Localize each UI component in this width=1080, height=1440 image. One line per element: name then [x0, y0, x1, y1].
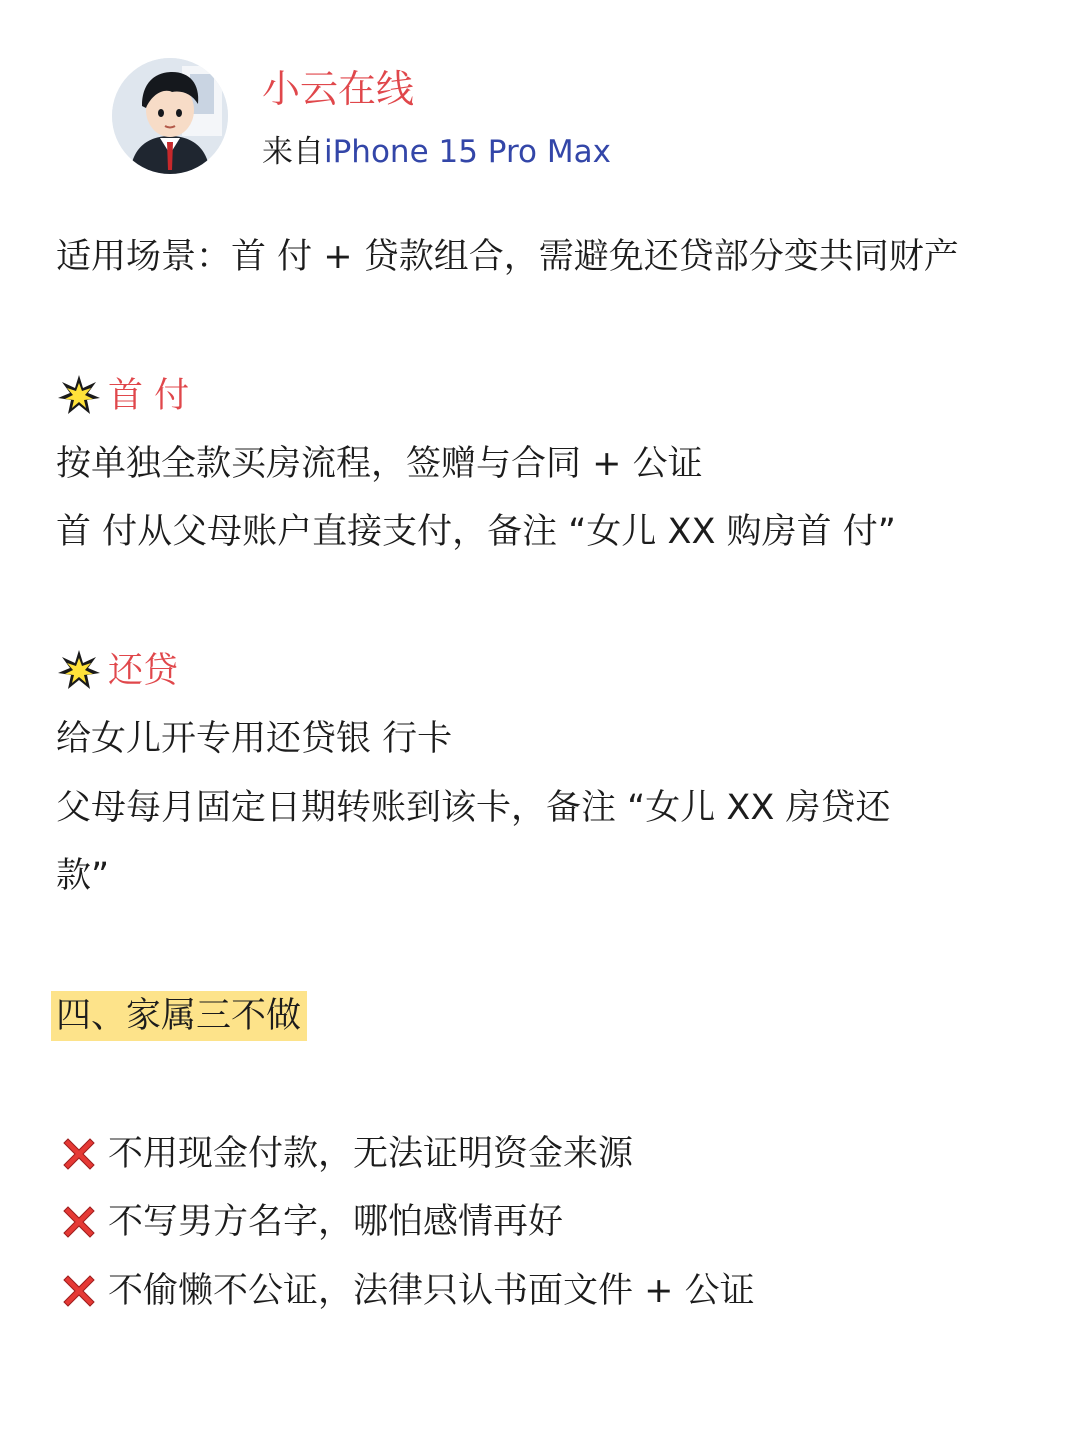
section-line: 按单独全款买房流程，签赠与合同 + 公证 — [56, 444, 703, 484]
section-title: 还贷 — [108, 651, 179, 691]
list-item-text: 不写男方名字，哪怕感情再好 — [108, 1202, 564, 1242]
cross-icon — [56, 1268, 102, 1314]
post-header — [112, 58, 1012, 178]
star-icon — [56, 373, 102, 419]
avatar[interactable] — [112, 58, 228, 174]
avatar-illustration — [112, 58, 228, 174]
list-item — [56, 1131, 633, 1177]
star-icon — [56, 648, 102, 694]
section-line: 款” — [56, 856, 110, 896]
intro-text: 适用场景：首 付 + 贷款组合，需避免还贷部分变共同财产 — [56, 237, 959, 277]
list-item — [56, 1199, 563, 1245]
section-heading-repayment — [56, 648, 178, 694]
author-name[interactable]: 小云在线 — [262, 67, 415, 111]
cross-icon — [56, 1131, 102, 1177]
cross-icon — [56, 1199, 102, 1245]
section-heading-down-payment — [56, 373, 189, 419]
section-line: 给女儿开专用还贷银 行卡 — [56, 719, 453, 759]
device-prefix: 来自 — [262, 134, 324, 170]
list-item-text: 不偷懒不公证，法律只认书面文件 + 公证 — [108, 1271, 755, 1311]
highlight-heading: 四、家属三不做 — [51, 991, 307, 1041]
device-name[interactable]: iPhone 15 Pro Max — [324, 134, 611, 170]
list-item-text: 不用现金付款，无法证明资金来源 — [108, 1134, 634, 1174]
section-line: 父母每月固定日期转账到该卡，备注 “女儿 XX 房贷还 — [56, 788, 891, 828]
section-title: 首 付 — [108, 376, 190, 416]
device-source — [262, 132, 611, 172]
section-line: 首 付从父母账户直接支付，备注 “女儿 XX 购房首 付” — [56, 512, 896, 552]
list-item — [56, 1268, 755, 1314]
